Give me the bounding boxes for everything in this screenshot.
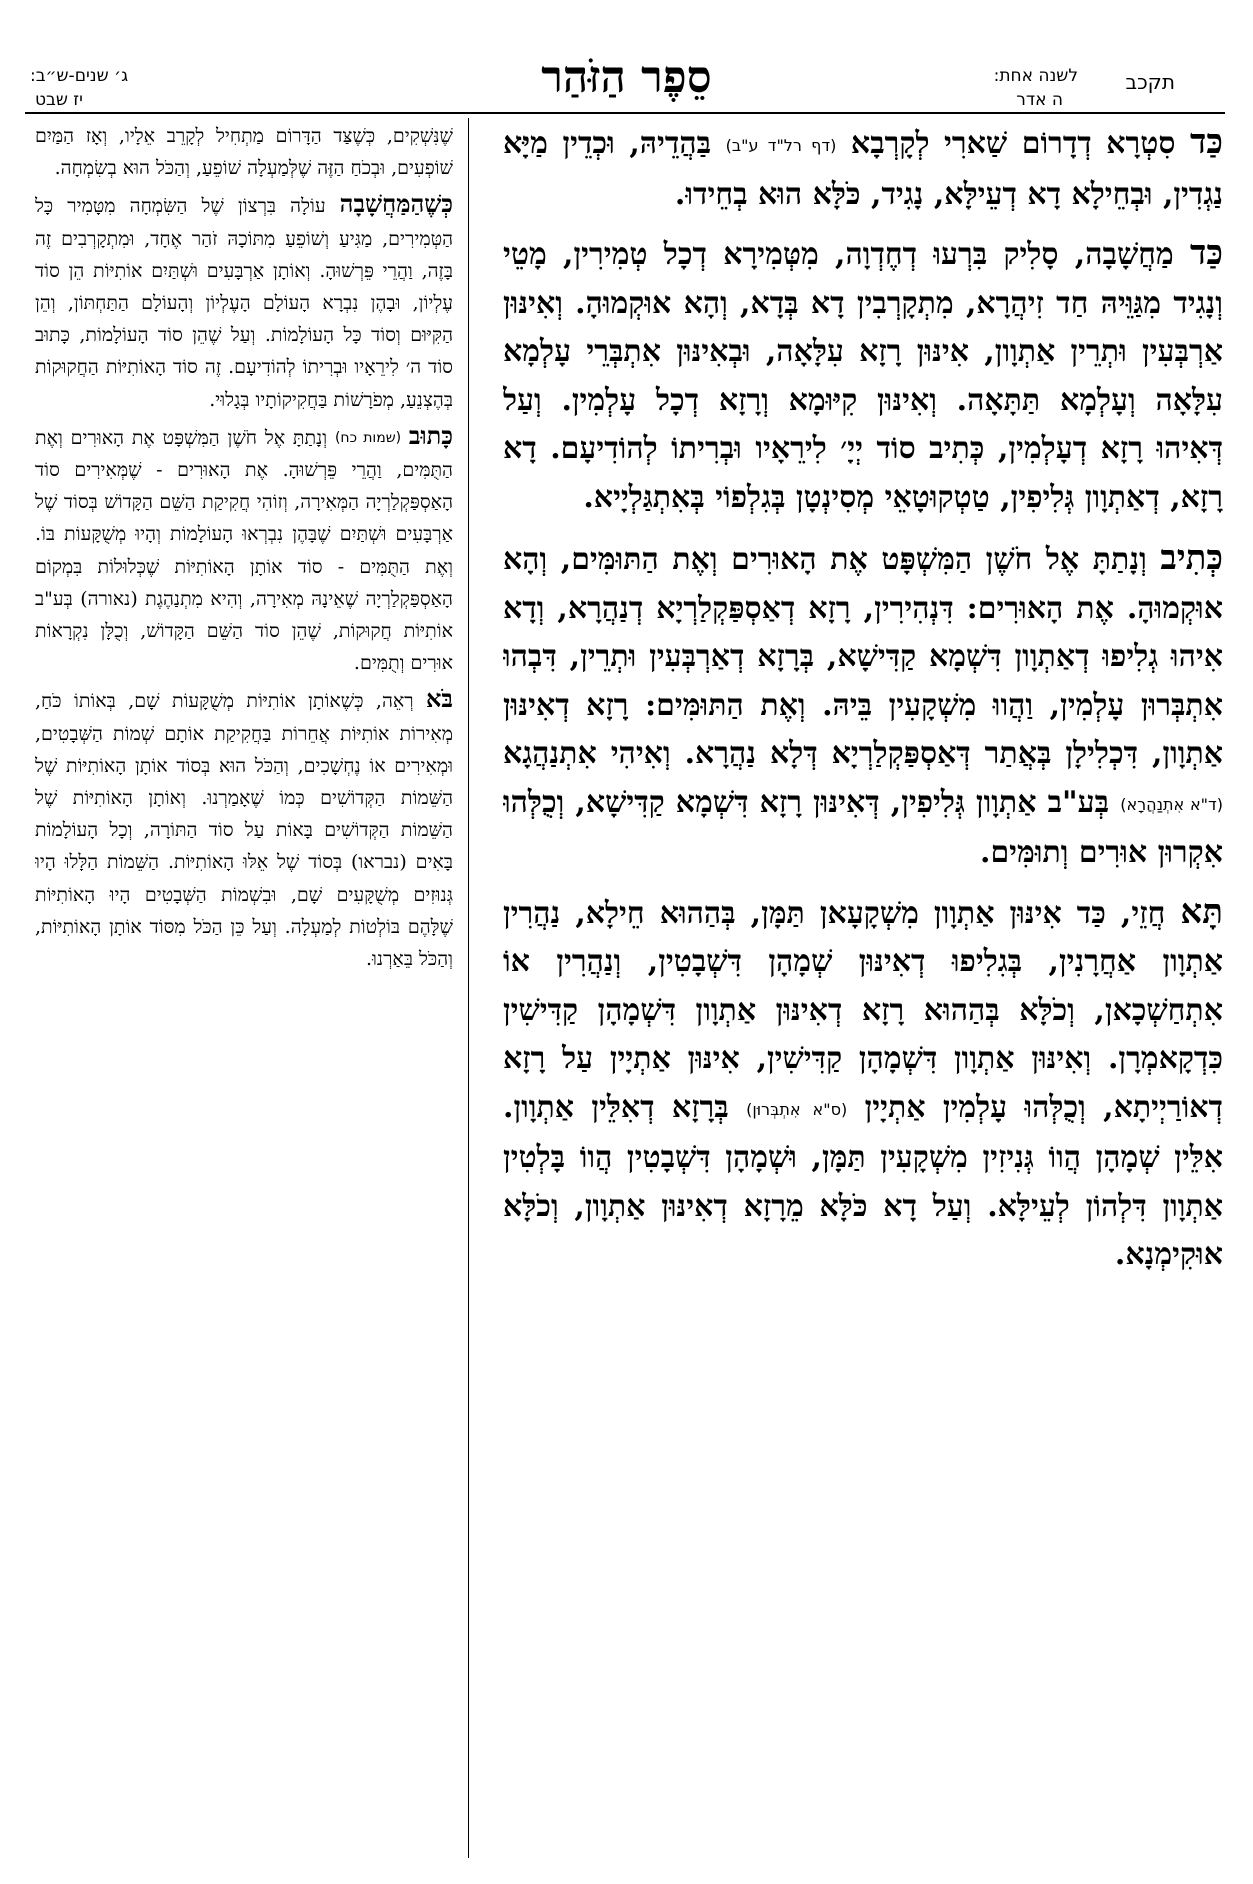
translation-paragraph bbox=[35, 420, 453, 680]
reading-schedule-date: ה אדר bbox=[1016, 90, 1063, 110]
page-title: סֵפֶר הַזֹּהַר bbox=[541, 52, 712, 103]
paragraph-lead-word: תָּא bbox=[1180, 891, 1223, 932]
paragraph-text-continued: בְּע"ב אַתְוָון גְּלִיפִין, דְּאִינּוּן רָזָא דִּשְׁמָא קַדִּישָׁא, וְכֻלְּהוּ אִקְרוּן אוּרִים וְתוּמִּים. bbox=[503, 784, 1223, 870]
paragraph-lead-word: כַּד bbox=[1190, 233, 1223, 273]
aramaic-paragraph bbox=[503, 118, 1223, 219]
paragraph-lead-word: בֹּא bbox=[426, 684, 453, 714]
variant-reading: (ס"א אִתְבְּרוּן) bbox=[746, 1099, 848, 1119]
source-reference: (שמות כח) bbox=[334, 429, 402, 446]
paragraph-text: חֲזֵי, כַּד אִינּוּן אַתְוָון מִשְׁקָעָאן תַּמָּן, בְּהַהוּא חֵילָא, נַהֲרִין אַתְוָון אַחֲרָנִין, בְּגִלִיפוּ דְאִינּוּן שְׁמָהָן דִּשְׁבָטִין, וְנַהֲרִין אוֹ אִתְחַשְׁכָאן, וְכֹלָּא בְּהַהוּא רָזָא דְאִינּוּן אַתְוָון דִּשְׁמָהָן קַדִּישִׁין כִּדְקָאמְרָן. וְאִינּוּן אַתְוָון דִּשְׁמָהָן קַדִּישִׁין, אִינּוּן אַתְיָין עַל רָזָא דְאוֹרַיְיתָא, וְכֻלְּהוּ עָלְמִין אַתְיָין bbox=[503, 895, 1223, 1125]
aramaic-paragraph bbox=[503, 888, 1223, 1280]
paragraph-text-continued: בְּרָזָא דְאִלֵּין אַתְוָון. אִלֵּין שְׁמָהָן הֲווֹ גְּנִיזִין מִשְׁקָעִין תַּמָּן, וּשְׁמָהָן דִּשְׁבָטִין הֲווֹ בָּלְטִין אַתְוָון דִּלְהוֹן לְעֵילָּא. וְעַל דָא כֹּלָּא מֵרָזָא דְאִינּוּן אַתְוָון, וְכֹלָּא אוּקִימְנָא. bbox=[503, 1089, 1223, 1272]
aramaic-paragraph bbox=[503, 534, 1223, 878]
paragraph-text: שֶׁנִּשְׁקִים, כְּשֶׁצַּד הַדָּרוֹם מַתְחִיל לְקָרֵב אֵלָיו, וְאָז הַמַּיִם שׁוֹפְעִים, וּבְכֹחַ הַזֶּה שֶׁלְּמַעְלָה שׁוֹפֵעַ, וְהַכֹּל הוּא בְשִׂמְחָה. bbox=[35, 125, 453, 180]
paragraph-text: רְאֵה, כְּשֶׁאוֹתָן אוֹתִיּוֹת מְשֻׁקָּעוֹת שָׁם, בְּאוֹתוֹ כֹּחַ, מְאִירוֹת אוֹתִיּוֹת אֲחֵרוֹת בַּחֲקִיקַת אוֹתָם שְׁמוֹת הַשְּׁבָטִים, וּמְאִירִים אוֹ נֶחְשָׁכִים, וְהַכֹּל הוּא בְּסוֹד אוֹתָן הָאוֹתִיּוֹת שֶׁל הַשֵּׁמוֹת הַקְּדוֹשִׁים כְּמוֹ שֶׁאָמַרְנוּ. וְאוֹתָן הָאוֹתִיּוֹת שֶׁל הַשֵּׁמוֹת הַקְּדוֹשִׁים בָּאוֹת עַל סוֹד הַתּוֹרָה, וְכָל הָעוֹלָמוֹת בָּאִים (נבראו) בְּסוֹד שֶׁל אֵלּוּ הָאוֹתִיּוֹת. הַשֵּׁמוֹת הַלָּלוּ הָיוּ גְּנוּזִים מְשֻׁקָּעִים שָׁם, וּבִשְׁמוֹת הַשְּׁבָטִים הָיוּ הָאוֹתִיּוֹת שֶׁלָּהֶם בּוֹלְטוֹת לְמַעְלָה. וְעַל כֵּן הַכֹּל מִסּוֹד אוֹתָן הָאוֹתִיּוֹת, וְהַכֹּל בֵּאַרְנוּ. bbox=[35, 690, 453, 971]
paragraph-text-continued: וְנָתַתָּ אֶל חֹשֶׁן הַמִּשְׁפָּט אֶת הָאוּרִים וְאֶת הַתֻּמִּים, וַהֲרֵי פֵּרְשׁוּהָ. אֶת הָאוּרִים - שֶׁמְּאִירִים סוֹד הָאַסְפַּקְלַרְיָה הַמְּאִירָה, וְזוֹהִי חֲקִיקַת הַשֵּׁם הַקָּדוֹשׁ בְּסוֹד שֶׁל אַרְבָּעִים וּשְׁתַּיִם שֶׁבָּהֶן נִבְרְאוּ הָעוֹלָמוֹת וְהָיוּ מְשֻׁקָּעוֹת בּוֹ. וְאֶת הַתֻּמִּים - סוֹד אוֹתָן הָאוֹתִיּוֹת שֶׁכְּלוּלוֹת בִּמְקוֹם הָאַסְפַּקְלַרְיָה שֶׁאֵינָהּ מְאִירָה, וְהִיא מִתְנַהֶגֶת (נאורה) בְּע"ב אוֹתִיּוֹת חֲקוּקוֹת, שֶׁהֵן סוֹד הַשֵּׁם הַקָּדוֹשׁ, וְכֻלָּן נִקְרָאוֹת אוּרִים וְתֻמִּים. bbox=[35, 426, 453, 675]
paragraph-text: סִטְרָא דְדָרוֹם שַׁארִי לְקָרְבָא bbox=[836, 126, 1191, 161]
paragraph-text: וְנָתַתָּ אֶל חֹשֶׁן הַמִּשְׁפָּט אֶת הָאוּרִים וְאֶת הַתּוּמִּים, וְהָא אוּקְמוּהָ. אֶת הָאוּרִים: דִּנְהִירִין, רָזָא דְאַסְפַּקְלַרְיָא דְנַהֲרָא, וְדָא אִיהוּ גְלִיפוּ דְאַתְוָון דִּשְׁמָא קַדִּישָׁא, בְּרָזָא דְאַרְבְּעִין וּתְרֵין, דִּבְהוּ אִתְבְּרוּן עָלְמִין, וַהֲווּ מִשְׁקָעִין בֵּיהּ. וְאֶת הַתּוּמִּים: רָזָא דְאִינּוּן אַתְוָון, דִּכְלִילָן בְּאֲתַר דְּאַסְפַּקְלַרְיָא דְּלָא נַהֲרָא. וְאִיהִי אִתְנַהֲגָא bbox=[503, 542, 1223, 771]
variant-reading: (ד"א אִתְנַהֲרָא) bbox=[1120, 794, 1223, 814]
aramaic-text-column bbox=[503, 118, 1223, 1858]
page-number: תקכב bbox=[1125, 70, 1175, 94]
paragraph-lead-word: כַּד bbox=[1190, 122, 1223, 162]
folio-reference: (דף רל"ד ע"ב) bbox=[725, 136, 837, 155]
paragraph-lead-word: כָּתוּב bbox=[408, 420, 453, 450]
reading-schedule-cycle-date: יז שבט bbox=[35, 90, 83, 110]
paragraph-lead-word: כְּתִיב bbox=[1160, 538, 1223, 578]
column-divider bbox=[468, 118, 469, 1858]
reading-schedule-year: לשנה אחת: bbox=[993, 66, 1078, 86]
paragraph-text-continued: בַּהֲדֵיהּ, וּכְדֵין מַיָּא נַגְדִין, וּבְחֵילָא דָא דְעֵילָּא, נָגִיד, כֹּלָּא הוּא בְחֵידוּ. bbox=[503, 126, 1223, 212]
paragraph-text: מַחֲשָׁבָה, סָלִיק בִּרְעוּ דְחֶדְוָה, מִטְּמִירָא דְכָל טְמִירִין, מָטֵי וְנָגִיד מִגַּוֵּיהּ חַד זִיהֲרָא, מִתְקָרְבִין דָא בְּדָא, וְהָא אוּקְמוּהָ. וְאִינּוּן אַרְבְּעִין וּתְרֵין אַתְוָון, אִינּוּן רָזָא עִלָּאָה, וּבְאִינּוּן אִתְבְּרֵי עָלְמָא עִלָּאָה וְעָלְמָא תַּתָּאָה. וְאִינּוּן קִיּוּמָא וְרָזָא דְכָל עָלְמִין. וְעַל דְּאִיהוּ רָזָא דְעָלְמִין, כְּתִיב סוֹד יְיָ׳ לִירֵאָיו וּבְרִיתוֹ לְהוֹדִיעָם. דָא רָזָא, דְאַתְוָון גְּלִיפִין, טַטְקוּטָאֵי מְסִינְטָן בְּגִלְפוֹי בְּאִתְגַּלְיָיא. bbox=[503, 237, 1223, 515]
hebrew-translation-column bbox=[35, 118, 453, 1858]
page-header bbox=[0, 40, 1253, 110]
header-divider bbox=[25, 112, 1225, 114]
translation-paragraph bbox=[35, 188, 453, 415]
paragraph-text bbox=[401, 427, 409, 449]
paragraph-lead-word: כְּשֶׁהַמַּחֲשָׁבָה bbox=[339, 189, 453, 219]
paragraph-text: עוֹלָה בִּרְצוֹן שֶׁל הַשִּׂמְחָה מִטָּמִיר כָּל הַטְּמִירִים, מַגִּיעַ וְשׁוֹפֵעַ מִתּוֹכָהּ זֹהַר אֶחָד, וּמִתְקָרְבִים זֶה בָּזֶה, וַהֲרֵי פֵּרְשׁוּהָ. וְאוֹתָן אַרְבָּעִים וּשְׁתַּיִם אוֹתִיּוֹת הֵן סוֹד עֶלְיוֹן, וּבָהֶן נִבְרָא הָעוֹלָם הָעֶלְיוֹן וְהָעוֹלָם הַתַּחְתּוֹן, וְהֵן הַקִּיּוּם וְסוֹד כָּל הָעוֹלָמוֹת. וְעַל שֶׁהֵן סוֹד הָעוֹלָמוֹת, כָּתוּב סוֹד ה׳ לִירֵאָיו וּבְרִיתוֹ לְהוֹדִיעָם. זֶה סוֹד הָאוֹתִיּוֹת הַחֲקוּקוֹת בְּהֶצְנֵעַ, מְפֹרָשׁוֹת בַּחֲקִיקוֹתָיו בְּגָלוּי. bbox=[35, 195, 453, 411]
translation-paragraph bbox=[35, 683, 453, 975]
aramaic-paragraph bbox=[503, 229, 1223, 524]
reading-schedule-cycle: ג׳ שנים-ש״ב: bbox=[30, 66, 129, 86]
translation-paragraph bbox=[35, 118, 453, 184]
